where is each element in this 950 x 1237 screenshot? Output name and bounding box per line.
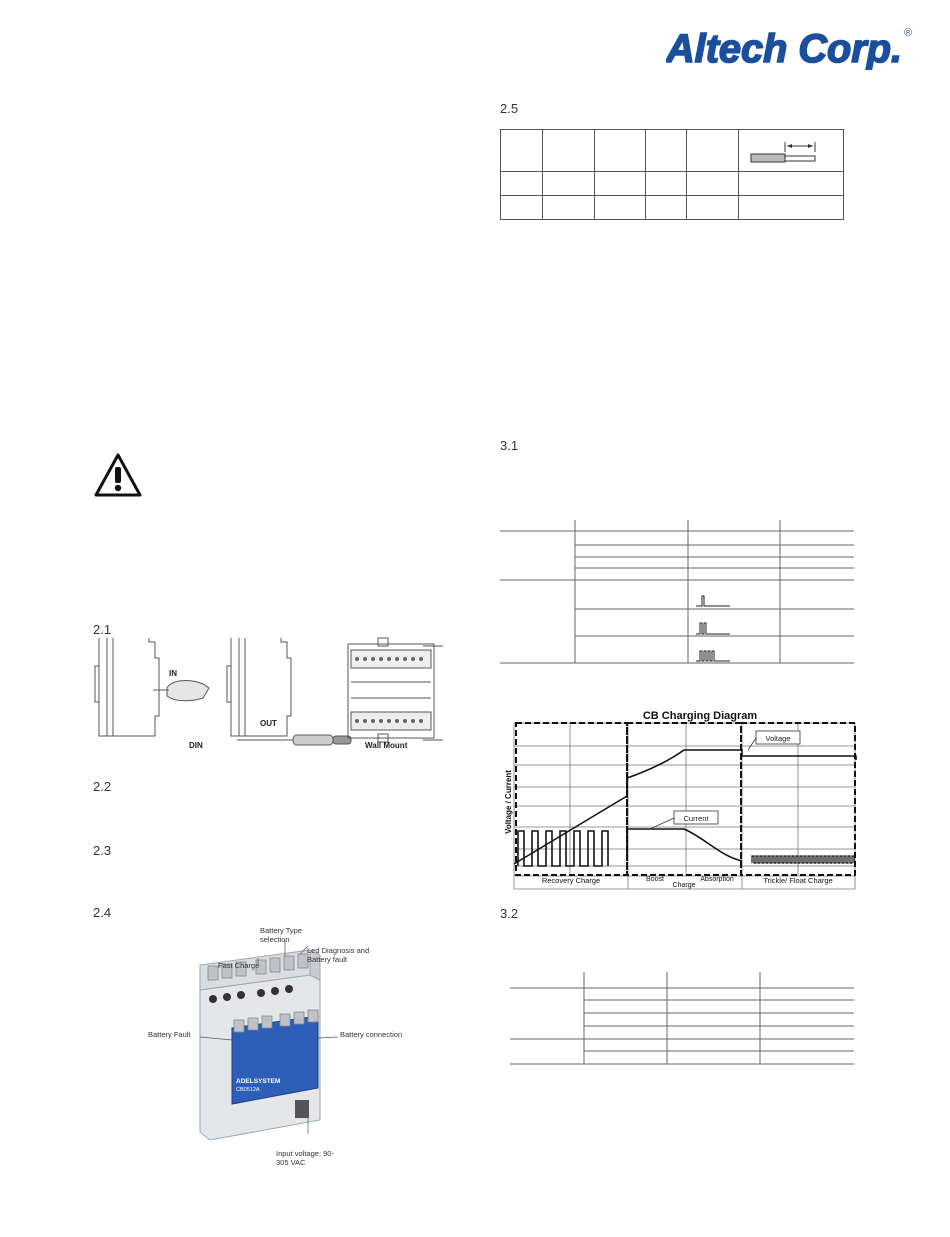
phase-charge-label: Charge [672,882,696,889]
brand-logo [666,24,916,70]
diagram-title: CB Charging Diagram [642,710,758,722]
phase-trickle-label: Trickle/ Float Charge [763,876,833,885]
phase-recovery-label: Recovery Charge [541,876,601,885]
current-callout [650,811,718,829]
battery-connection-callout: Battery connection [340,1030,403,1039]
mount-in-label: IN [169,669,177,678]
section-2-1-heading: 2.1 [93,622,112,637]
table-cell [595,196,646,220]
table-cell [543,172,595,196]
wire-strip-icon [739,130,843,166]
table-cell [501,172,543,196]
table-cell [645,172,686,196]
mounting-figure [93,636,443,754]
phase-boost-label: Boost [646,876,664,883]
strip-length-cell [739,130,844,172]
device-figure [140,920,420,1180]
voltage-label: Voltage [765,734,791,743]
section-3-2-heading: 3.2 [500,906,519,921]
section-2-5-heading: 2.5 [500,101,519,116]
table-cell [501,130,543,172]
table-cell [543,130,595,172]
current-label: Current [683,814,709,823]
battery-fault-callout: Battery Fault [148,1030,191,1039]
battery-type-table [510,972,854,1068]
section-3-1-heading: 3.1 [500,438,519,453]
battery-type-callout: Battery Type selection [260,926,302,944]
diagram-grid [514,723,855,889]
device-brand-text: ADELSYSTEM [236,1078,281,1085]
table-cell [645,196,686,220]
section-2-2-heading: 2.2 [93,779,112,794]
table-cell [595,130,646,172]
table-cell [645,130,686,172]
diagram-ylabel: Voltage / Current [504,770,513,834]
table-cell [687,130,739,172]
table-cell [501,196,543,220]
mount-wall-label: Wall Mount [365,741,408,750]
recovery-pulse-series [518,831,608,866]
voltage-callout [748,731,800,750]
wire-spec-table [500,129,844,220]
table-cell [595,172,646,196]
led-diagnosis-callout: Led Diagnosis and Battery fault [307,946,370,964]
table-cell [739,196,844,220]
device-model-text: CB0512A [236,1087,260,1093]
mounting-drawing [93,636,443,754]
current-curve [627,829,742,861]
section-2-3-heading: 2.3 [93,843,112,858]
table-cell [687,196,739,220]
brand-logo-graphic [666,24,916,70]
table-cell [687,172,739,196]
phase-absorption-label: Absorption [700,876,734,883]
table-cell [543,196,595,220]
section-2-4-heading: 2.4 [93,905,112,920]
table-cell [739,172,844,196]
charging-diagram [500,706,860,892]
trickle-pulse-series [752,856,854,863]
warning-triangle-icon [94,452,142,498]
registered-mark: ® [904,27,913,39]
charge-mode-table [500,520,854,665]
mount-din-label: DIN [189,741,203,750]
mount-out-label: OUT [260,719,277,728]
input-voltage-callout: Input voltage: 90-305 VAC [276,1149,334,1167]
brand-logo-text: Altech Corp. [666,27,902,70]
fast-charge-callout: Fast Charge [218,961,260,970]
led-pattern-icons [696,596,730,661]
